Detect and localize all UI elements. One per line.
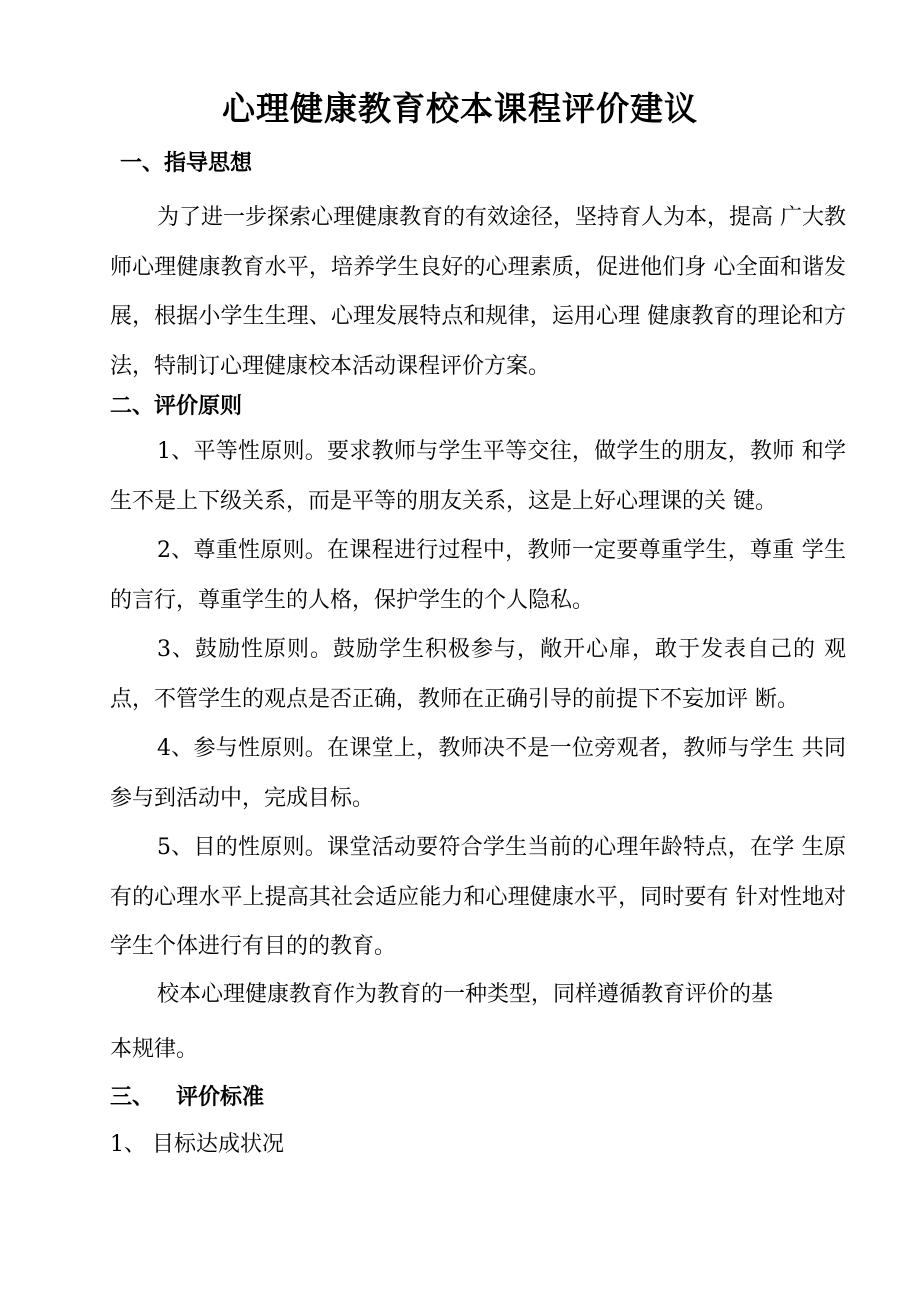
section-heading-evaluation-standards: 评价标准	[176, 1084, 265, 1110]
document-title: 心理健康教育校本课程评价建议	[222, 89, 698, 128]
section-heading-evaluation-principles: 二、评价原则	[110, 393, 243, 419]
section-heading-guiding-ideology: 一、指导思想	[120, 150, 253, 176]
summary-line-2: 本规律。	[110, 1037, 199, 1062]
principle-purpose: 5、目的性原则。课堂活动要符合学生当前的心理年龄特点，在学 生原有的心理水平上提高其社会适应能力和心理健康水平，同时要有 针对性地对学生个体进行有目的的教育。	[110, 835, 846, 959]
principle-equality: 1、平等性原则。要求教师与学生平等交往，做学生的朋友，教师 和学生不是上下级关系，而是平等的朋友关系，这是上好心理课的关 键。	[110, 439, 846, 514]
guiding-ideology-paragraph: 为了进一步探索心理健康教育的有效途径，坚持育人为本，提高 广大教师心理健康教育水平，培养学生良好的心理素质，促进他们身 心全面和谐发展，根据小学生生理、心理发展特点和规律，运用心理 健康教育的理论和方法，特制订心理健康校本活动课程评价方案。	[110, 205, 846, 379]
principle-participation: 4、参与性原则。在课堂上，教师决不是一位旁观者，教师与学生 共同参与到活动中，完成目标。	[110, 736, 846, 811]
summary-line-1: 校本心理健康教育作为教育的一种类型，同样遵循教育评价的基	[157, 982, 774, 1007]
section-heading-number: 三、	[110, 1084, 155, 1110]
standard-item-goal-achievement: 目标达成状况	[152, 1132, 285, 1157]
principle-respect: 2、尊重性原则。在课程进行过程中，教师一定要尊重学生，尊重 学生的言行，尊重学生的人格，保护学生的个人隐私。	[110, 538, 846, 613]
principle-encouragement: 3、鼓励性原则。鼓励学生积极参与，敞开心扉，敢于发表自己的 观点，不管学生的观点是否正确，教师在正确引导的前提下不妄加评 断。	[110, 637, 846, 712]
standard-item-number: 1、	[110, 1132, 146, 1157]
